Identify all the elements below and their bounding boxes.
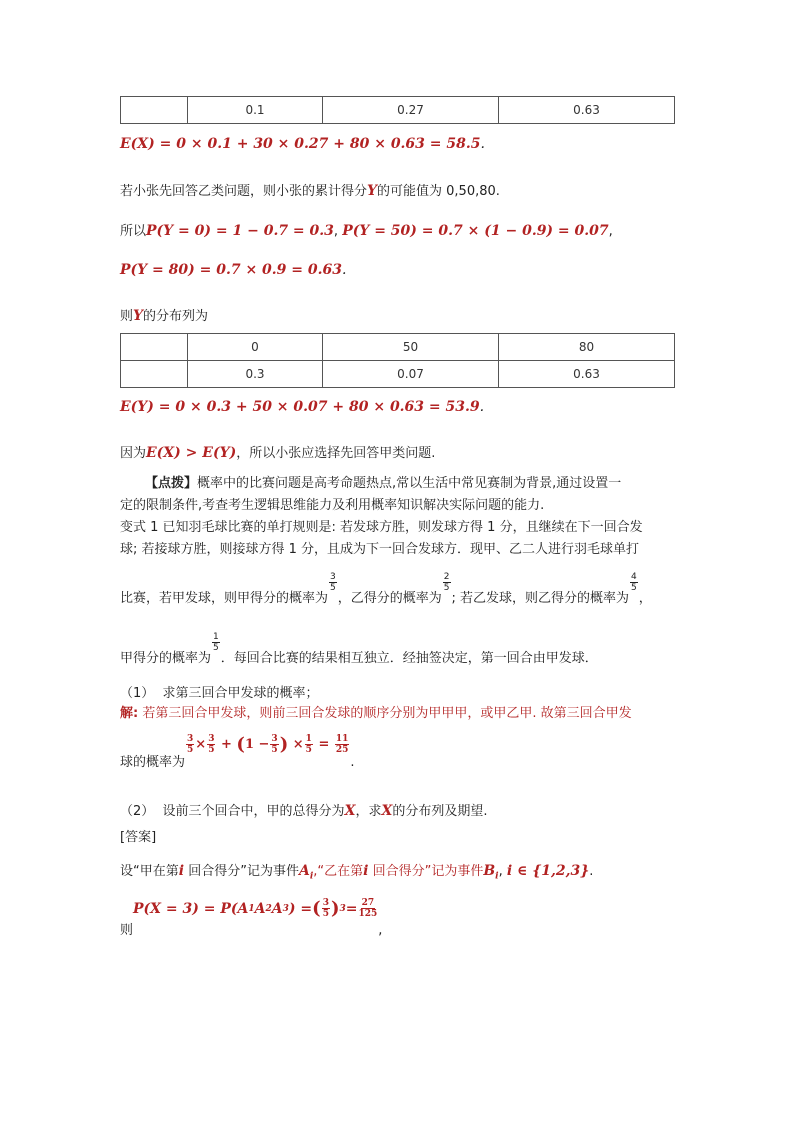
- y-values-line: 若小张先回答乙类问题，则小张的累计得分Y的可能值为 0,50,80.: [120, 183, 500, 199]
- fraction-4-5: $\frac{4}{5}$: [631, 572, 637, 593]
- tip-line2: 定的限制条件,考查考生逻辑思维能力及利用概率知识解决实际问题的能力.: [120, 498, 545, 513]
- table-cell: 0.63: [499, 361, 675, 388]
- dist-heading: 则Y的分布列为: [120, 308, 209, 324]
- variant-line2: 球; 若接球方胜，则接球方得 1 分，且成为下一回合发球方．现甲、乙二人进行羽毛球单打: [120, 542, 640, 557]
- final-formula-line: 则 P(X = 3) = P(A 1 A 2 A 3 ) = ( $\frac{3}{5}$ ) 3 = $\frac{27}{125}$ ,: [120, 898, 383, 938]
- distribution-table-y: [120, 333, 675, 388]
- answer-label: [答案]: [120, 830, 157, 845]
- ex-formula: E(X) = 0 × 0.1 + 30 × 0.27 + 80 × 0.63 = 58.5.: [120, 136, 485, 152]
- conclusion-line: 因为E(X) > E(Y)，所以小张应选择先回答甲类问题.: [120, 445, 436, 461]
- table-row: [121, 97, 675, 124]
- events-definition: 设“甲在第i 回合得分”记为事件$A_i,“$乙在第i 回合得分”记为事件$B_i$, i ∈ {1,2,3}.: [120, 863, 594, 882]
- ey-formula: E(Y) = 0 × 0.3 + 50 × 0.07 + 80 × 0.63 = 53.9.: [120, 399, 485, 415]
- table-cell: 0.1: [188, 97, 323, 124]
- solution-1-line2: 球的概率为 $\frac{3}{5}$ × $\frac{3}{5}$ + ( 1 − $\frac{3}{5}$ ) × $\frac{1}{5}$ = $\frac{11}{25}$ .: [120, 734, 355, 770]
- tip-line1: 【点拨】概率中的比赛问题是高考命题热点,常以生活中常见赛制为背景,通过设置一: [145, 476, 622, 491]
- question-2: （2） 设前三个回合中，甲的总得分为X，求X的分布列及期望.: [120, 803, 488, 819]
- table-cell: 0.3: [188, 361, 323, 388]
- fraction-2-5: $\frac{2}{5}$: [443, 572, 450, 593]
- table-cell: [121, 97, 188, 124]
- variant-line1: 变式 1 已知羽毛球比赛的单打规则是: 若发球方胜，则发球方得 1 分，且继续在下一回合发: [120, 520, 643, 535]
- p80-formula: P(Y = 80) = 0.7 × 0.9 = 0.63.: [120, 262, 347, 278]
- distribution-table-x: [120, 96, 675, 124]
- fraction-3-5: $\frac{3}{5}$: [330, 572, 336, 593]
- table-cell: [121, 334, 188, 361]
- table-row: [121, 361, 675, 388]
- variant-line4: 甲得分的概率为 $\frac{1}{5}$ ．每回合比赛的结果相互独立．经抽签决定，第一回合由甲发球．: [120, 632, 598, 666]
- probability-expression: $\frac{3}{5}$ × $\frac{3}{5}$ + ( 1 − $\frac{3}{5}$ ) × $\frac{1}{5}$ = $\frac{11}{25}$: [187, 734, 349, 755]
- table-cell: 0.63: [499, 97, 675, 124]
- fraction-1-5: $\frac{1}{5}$: [213, 632, 219, 653]
- table-row: [121, 334, 675, 361]
- table-cell: 80: [499, 334, 675, 361]
- table-cell: 0.27: [323, 97, 499, 124]
- prob-line: 所以P(Y = 0) = 1 − 0.7 = 0.3, P(Y = 50) = 0.7 × (1 − 0.9) = 0.07,: [120, 223, 613, 239]
- table-cell: 0: [188, 334, 323, 361]
- table-cell: [121, 361, 188, 388]
- question-1: （1） 求第三回合甲发球的概率；: [120, 686, 319, 701]
- table-cell: 0.07: [323, 361, 499, 388]
- table-cell: 50: [323, 334, 499, 361]
- solution-1-line1: 解: 若第三回合甲发球，则前三回合发球的顺序分别为甲甲甲，或甲乙甲. 故第三回合甲发: [120, 706, 632, 721]
- variant-line3: 比赛，若甲发球，则甲得分的概率为 $\frac{3}{5}$ ，乙得分的概率为 $\frac{2}{5}$ ; 若乙发球，则乙得分的概率为 $\frac{4}{5}$ ，: [120, 572, 652, 606]
- p-x-3-formula: P(X = 3) = P(A 1 A 2 A 3 ) = ( $\frac{3}{5}$ ) 3 = $\frac{27}{125}$: [133, 898, 378, 919]
